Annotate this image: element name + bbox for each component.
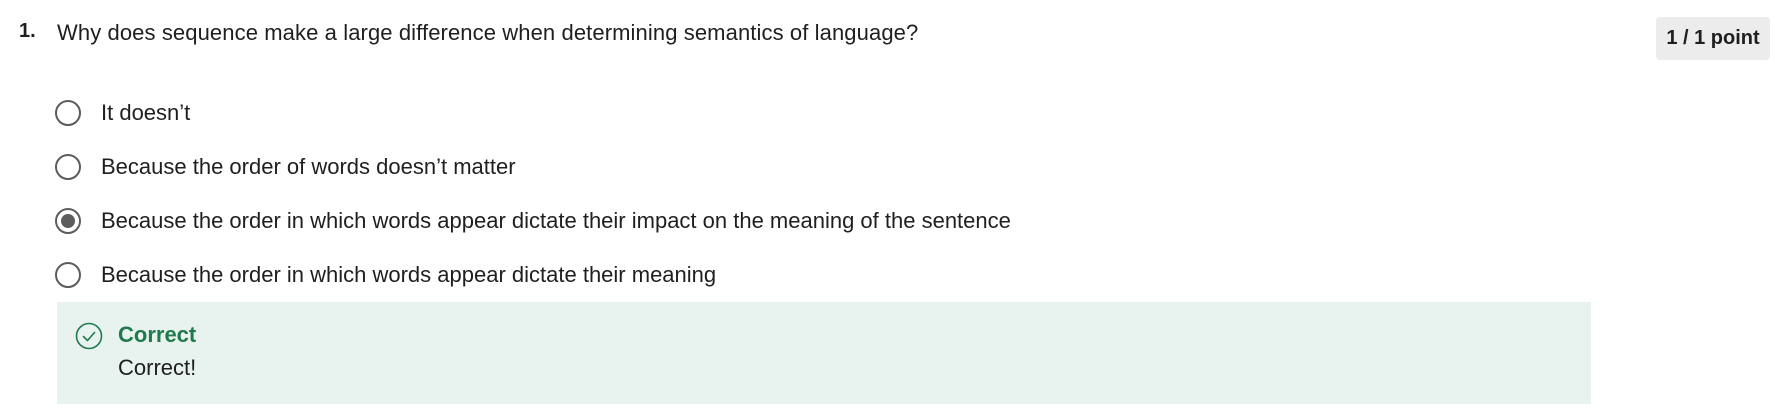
answer-option-label: Because the order in which words appear dictate their meaning	[101, 262, 717, 287]
radio-button[interactable]	[55, 154, 81, 180]
answer-option[interactable]	[55, 86, 1011, 140]
feedback-panel	[57, 302, 1591, 404]
answer-option[interactable]	[55, 140, 1011, 194]
feedback-status: Correct	[118, 322, 197, 347]
answer-option[interactable]	[55, 248, 1011, 302]
question-text: Why does sequence make a large difference when determining semantics of language?	[57, 20, 919, 45]
answer-option-label: Because the order in which words appear dictate their impact on the meaning of the sentence	[101, 208, 1011, 233]
question-number: 1.	[19, 20, 36, 42]
radio-button[interactable]	[55, 208, 81, 234]
radio-button[interactable]	[55, 100, 81, 126]
answer-option-label: It doesn’t	[101, 100, 191, 125]
answer-option[interactable]	[55, 194, 1011, 248]
answer-options	[55, 86, 1011, 302]
answer-option-label: Because the order of words doesn’t matter	[101, 154, 516, 179]
points-badge: 1 / 1 point	[1656, 17, 1770, 60]
feedback-message: Correct!	[118, 355, 197, 380]
check-circle-icon	[75, 322, 103, 350]
radio-button[interactable]	[55, 262, 81, 288]
